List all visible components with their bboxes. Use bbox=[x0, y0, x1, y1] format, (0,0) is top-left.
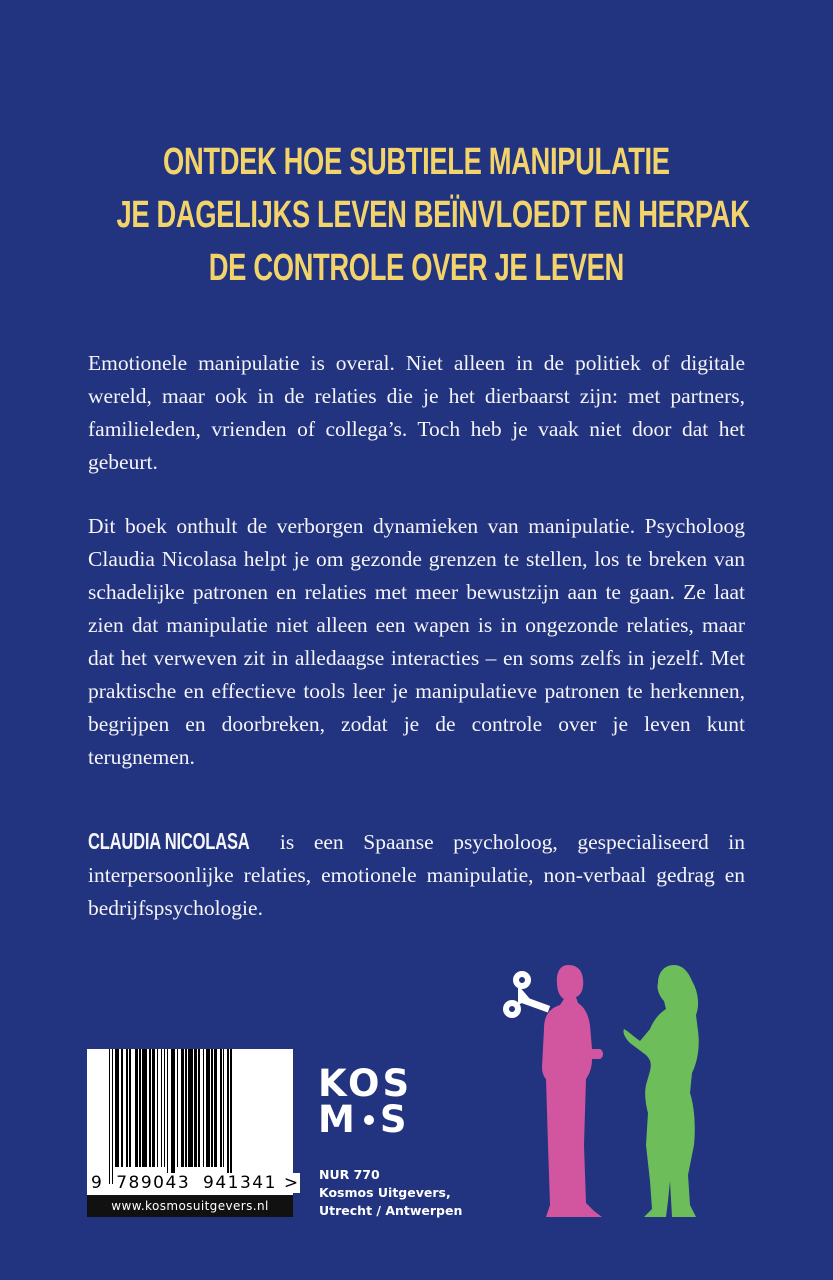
headline-line-1: ONTDEK HOE SUBTIELE MANIPULATIE bbox=[163, 141, 670, 183]
headline bbox=[116, 136, 750, 295]
publisher-imprint bbox=[319, 1166, 462, 1220]
isbn-quiet-zone-marker: > bbox=[283, 1173, 300, 1193]
man-silhouette-icon bbox=[542, 965, 603, 1217]
logo-letter-m: M bbox=[318, 1098, 358, 1141]
publisher-url: www.kosmosuitgevers.nl bbox=[87, 1195, 293, 1217]
isbn-group-left: 789043 bbox=[116, 1173, 191, 1193]
author-bio-text: is een Spaanse psycholoog, gespecialiseerd in interpersoonlijke relaties, emotionele manipulatie, non-verbaal gedrag en bedrijfspsychologie. bbox=[88, 830, 745, 920]
logo-dot-icon bbox=[364, 1115, 374, 1125]
logo-letter-s: S bbox=[379, 1098, 410, 1141]
isbn-barcode bbox=[87, 1049, 300, 1217]
nur-code: NUR 770 bbox=[319, 1167, 380, 1182]
headline-line-2: JE DAGELIJKS LEVEN BEÏNVLOEDT EN HERPAK bbox=[116, 194, 750, 236]
isbn-prefix-digit: 9 bbox=[91, 1173, 104, 1193]
windup-key-icon bbox=[503, 971, 550, 1018]
isbn-group-right: 941341 bbox=[203, 1173, 277, 1193]
barcode-bars bbox=[109, 1049, 279, 1177]
isbn-number bbox=[91, 1173, 300, 1193]
headline-line-3: DE CONTROLE OVER JE LEVEN bbox=[208, 247, 624, 289]
silhouettes-illustration bbox=[500, 955, 760, 1225]
author-bio bbox=[88, 825, 745, 925]
kosmos-logo bbox=[318, 1062, 413, 1141]
blurb-paragraph-2: Dit boek onthult de verborgen dynamieken van manipulatie. Psycholoog Claudia Nicolasa helpt je om gezonde grenzen te stellen, los te breken van schadelijke patronen en relaties met meer bewustzijn aan te gaan. Ze laat zien dat manipulatie niet alleen een wapen is in ongezonde relaties, maar dat het verweven zit in alledaagse interacties – en soms zelfs in jezelf. Met praktische en effectieve tools leer je manipulatieve patronen te herkennen, begrijpen en doorbreken, zodat je de controle over je leven kunt terugnemen. bbox=[88, 514, 745, 769]
publisher-location: Utrecht / Antwerpen bbox=[319, 1203, 463, 1218]
blurb-paragraph-1: Emotionele manipulatie is overal. Niet alleen in de politiek of digitale wereld, maar ook in de relaties die je het dierbaarst zijn: met partners, familieleden, vrienden of collega’s. Toch heb je vaak niet door dat het gebeurt. bbox=[88, 351, 745, 474]
woman-silhouette-icon bbox=[623, 965, 698, 1217]
publisher-name: Kosmos Uitgevers, bbox=[319, 1185, 451, 1200]
logo-line-1: KOS bbox=[318, 1062, 413, 1105]
author-name: CLAUDIA NICOLASA bbox=[88, 828, 250, 854]
